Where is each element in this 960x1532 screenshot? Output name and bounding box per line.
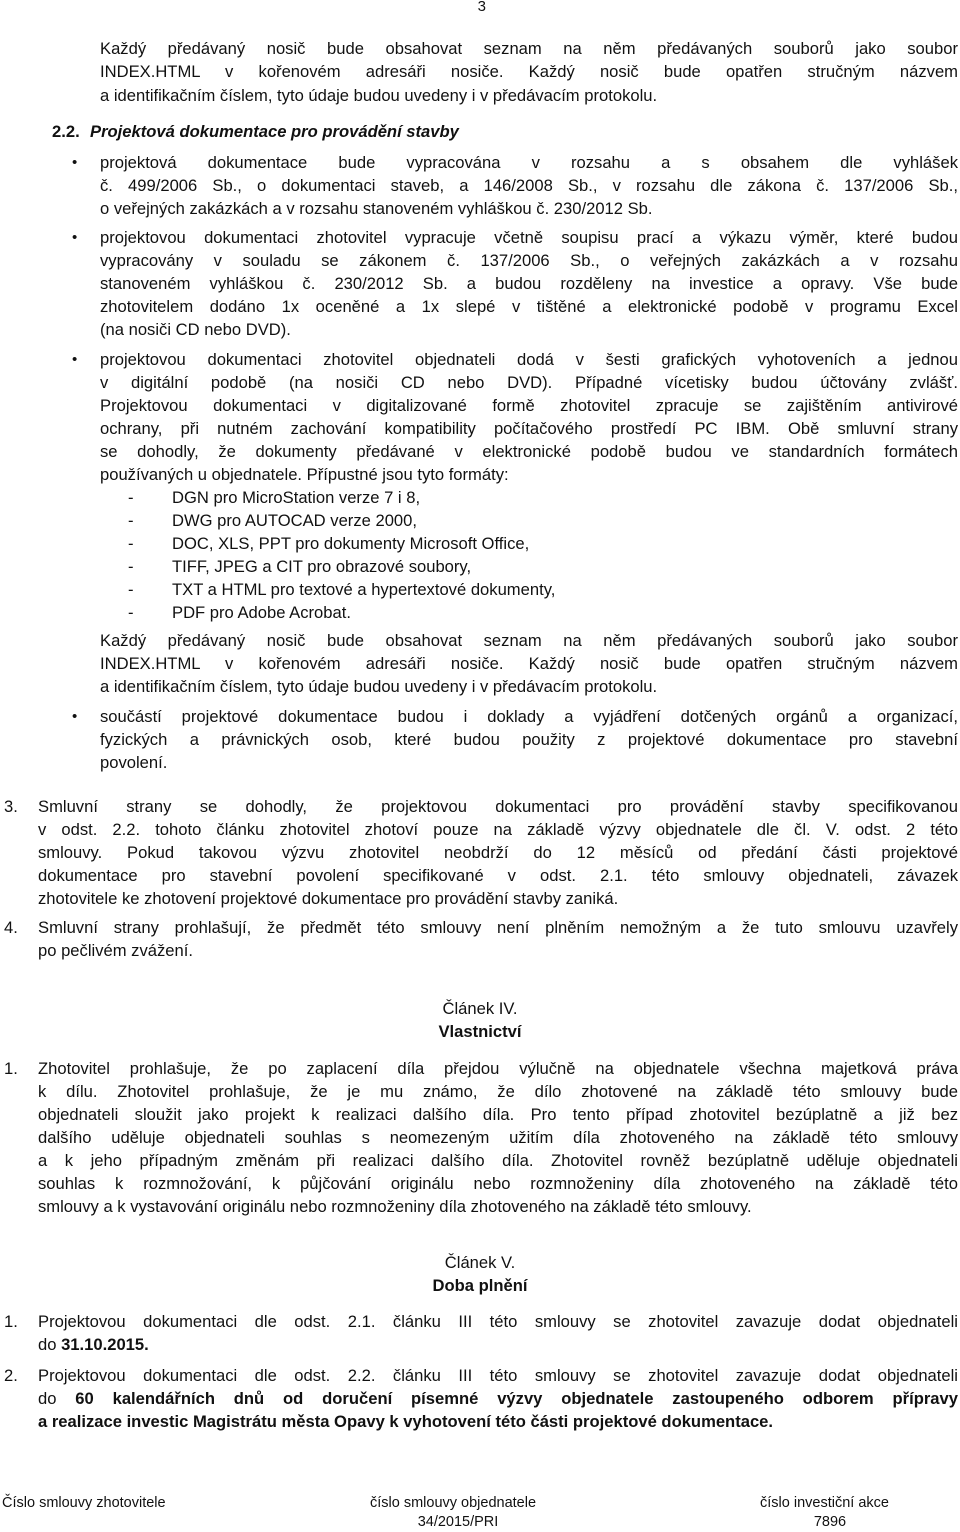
item-number: 1. — [4, 1059, 18, 1078]
clause-3-line-3: smlouvy. Pokud takovou výzvu zhotovitel neobdrží do 12 měsíců od předání části projektové — [38, 843, 958, 862]
deadline-1-date: 31.10.2015. — [61, 1335, 149, 1354]
dash-marker: - — [128, 488, 134, 507]
bullet-4-line-1: součástí projektové dokumentace budou i doklady a vyjádření dotčených orgánů a organizací, — [100, 707, 958, 726]
clause-3-line-2: v odst. 2.2. tohoto článku zhotovitel zhotoví pouze na základě výzvy objednatele dle čl. V. odst. 2 této — [38, 820, 958, 839]
dash-marker: - — [128, 511, 134, 530]
deadline-2-line-2 — [38, 1387, 958, 1410]
article-iv-heading: Článek IV. — [442, 999, 518, 1018]
section-title: Projektová dokumentace pro provádění stavby — [90, 122, 459, 141]
deadline-2-prefix: do — [38, 1389, 76, 1408]
ownership-line-4: dalšího uděluje objednateli souhlas s neomezeným užitím díla zhotoveného na základě této smlouvy — [38, 1128, 958, 1147]
dash-marker: - — [128, 557, 134, 576]
footer-investment-number: 7896 — [813, 1514, 847, 1530]
bullet-3-line-4: ochrany, při nutném zachování kompatibility počítačového prostředí PC IBM. Obě smluvní strany — [100, 419, 958, 438]
bullet-1-line-2: č. 499/2006 Sb., o dokumentaci staveb, a 146/2008 Sb., v rozsahu dle zákona č. 137/2006 Sb., — [100, 176, 958, 195]
ownership-line-1: Zhotovitel prohlašuje, že po zaplacení díla přejdou výlučně na objednatele všechna majetková práva — [38, 1059, 958, 1078]
article-v-title: Doba plnění — [432, 1276, 528, 1295]
intro-line-1: Každý předávaný nosič bude obsahovat seznam na něm předávaných souborů jako soubor — [100, 39, 958, 58]
intro-line-2: INDEX.HTML v kořenovém adresáři nosiče. Každý nosič bude opatřen stručným názvem — [100, 62, 958, 81]
footer-investment-label: číslo investiční akce — [760, 1495, 889, 1511]
clause-4-line-1: Smluvní strany prohlašují, že předmět této smlouvy není plněním nemožným a že tuto smlouvu uzavřely — [38, 918, 958, 937]
footer-contractor-label: Číslo smlouvy zhotovitele — [2, 1495, 166, 1511]
bullet-4-line-2: fyzických a právnických osob, které budou použity z projektové dokumentace pro stavební — [100, 730, 958, 749]
bullet-2-line-4: zhotovitelem dodáno 1x oceněné a 1x slepé v tištěné a elektronické podobě v programu Excel — [100, 297, 958, 316]
ownership-line-5: a k jeho případným změnám při realizaci dalšího díla. Zhotovitel rovněž bezúplatně uděluje objednateli — [38, 1151, 958, 1170]
format-item: DOC, XLS, PPT pro dokumenty Microsoft Office, — [172, 534, 530, 553]
bullet-3-line-6: používaných u objednatele. Přípustné jsou tyto formáty: — [100, 465, 509, 484]
format-item: DWG pro AUTOCAD verze 2000, — [172, 511, 417, 530]
bullet-2-line-3: stanoveném vyhláškou č. 230/2012 Sb. a budou rozděleny na investice a opravy. Vše bude — [100, 274, 958, 293]
bullet-icon: • — [72, 229, 78, 246]
deadline-1-line-2 — [38, 1333, 958, 1356]
bullet-3-line-2: v digitální podobě (na nosiči CD nebo DVD). Případné vícetisky budou účtovány zvlášť. — [100, 373, 958, 392]
deadline-1-prefix: do — [38, 1335, 62, 1354]
deadline-2-term: 60 kalendářních dnů od doručení písemné výzvy objednatele zastoupeného odborem přípravy — [75, 1389, 958, 1408]
ownership-line-6: souhlas k rozmnožování, k půjčování originálu nebo rozmnoženiny díla zhotoveného na základě této — [38, 1174, 958, 1193]
page-number: 3 — [477, 0, 486, 15]
bullet-2-line-1: projektovou dokumentaci zhotovitel vypracuje včetně soupisu prací a výkazu výměr, které budou — [100, 228, 958, 247]
dash-marker: - — [128, 603, 134, 622]
format-item: DGN pro MicroStation verze 7 i 8, — [172, 488, 421, 507]
footer-client-number: 34/2015/PRI — [417, 1514, 499, 1530]
dash-marker: - — [128, 580, 134, 599]
deadline-1-line-1: Projektovou dokumentaci dle odst. 2.1. článku III této smlouvy se zhotovitel zavazuje dodat objednateli — [38, 1312, 958, 1331]
article-iv-title: Vlastnictví — [438, 1022, 522, 1041]
format-item: TXT a HTML pro textové a hypertextové dokumenty, — [172, 580, 556, 599]
item-number: 3. — [4, 797, 18, 816]
clause-3-line-4: dokumentace pro stavební povolení specifikované v odst. 2.1. této smlouvy objednateli, závazek — [38, 866, 958, 885]
format-item: TIFF, JPEG a CIT pro obrazové soubory, — [172, 557, 472, 576]
carrier-line-3: a identifikačním číslem, tyto údaje budou uvedeny i v předávacím protokolu. — [100, 677, 658, 696]
bullet-icon: • — [72, 154, 78, 171]
carrier-line-2: INDEX.HTML v kořenovém adresáři nosiče. Každý nosič bude opatřen stručným názvem — [100, 654, 958, 673]
bullet-3-line-5: se dohodly, že dokumenty předávané v elektronické podobě budou ve standardních formátech — [100, 442, 958, 461]
deadline-2-line-3: a realizace investic Magistrátu města Opavy k vyhotovení této části projektové dokumentace. — [38, 1412, 774, 1431]
item-number: 2. — [4, 1366, 18, 1385]
bullet-1-line-1: projektová dokumentace bude vypracována v rozsahu a s obsahem dle vyhlášek — [100, 153, 958, 172]
clause-4-line-2: po pečlivém zvážení. — [38, 941, 193, 960]
ownership-line-7: smlouvy a k vystavování originálu nebo rozmnoženiny díla zhotoveného na základě této smlouvy. — [38, 1197, 752, 1216]
intro-line-3: a identifikačním číslem, tyto údaje budou uvedeny i v předávacím protokolu. — [100, 86, 658, 105]
item-number: 4. — [4, 918, 18, 937]
deadline-2-line-1: Projektovou dokumentaci dle odst. 2.2. článku III této smlouvy se zhotovitel zavazuje dodat objednateli — [38, 1366, 958, 1385]
bullet-3-line-3: Projektovou dokumentaci v digitalizované formě zhotovitel zpracuje se zajištěním antivirové — [100, 396, 958, 415]
bullet-icon: • — [72, 351, 78, 368]
bullet-2-line-2: vypracovány v souladu se zákonem č. 137/2006 Sb., o veřejných zakázkách a v rozsahu — [100, 251, 958, 270]
dash-marker: - — [128, 534, 134, 553]
bullet-3-line-1: projektovou dokumentaci zhotovitel objednateli dodá v šesti grafických vyhotoveních a jednou — [100, 350, 958, 369]
bullet-1-line-3: o veřejných zakázkách a v rozsahu stanoveném vyhláškou č. 230/2012 Sb. — [100, 199, 653, 218]
ownership-line-3: objednateli sloužit jako projekt k realizaci dalšího díla. Pro tento případ zhotovitel bezúplatně a již bez — [38, 1105, 958, 1124]
bullet-4-line-3: povolení. — [100, 753, 168, 772]
article-v-heading: Článek V. — [444, 1253, 516, 1272]
clause-3-line-5: zhotovitele ke zhotovení projektové dokumentace pro provádění stavby zaniká. — [38, 889, 619, 908]
footer-client-label: číslo smlouvy objednatele — [370, 1495, 537, 1511]
section-number: 2.2. — [52, 122, 80, 141]
carrier-line-1: Každý předávaný nosič bude obsahovat seznam na něm předávaných souborů jako soubor — [100, 631, 958, 650]
item-number: 1. — [4, 1312, 18, 1331]
bullet-icon: • — [72, 708, 78, 725]
clause-3-line-1: Smluvní strany se dohodly, že projektovou dokumentaci pro provádění stavby specifikovanou — [38, 797, 958, 816]
ownership-line-2: k dílu. Zhotovitel prohlašuje, že je mu známo, že dílo zhotovené na základě této smlouvy bude — [38, 1082, 958, 1101]
format-item: PDF pro Adobe Acrobat. — [172, 603, 351, 622]
bullet-2-line-5: (na nosiči CD nebo DVD). — [100, 320, 291, 339]
